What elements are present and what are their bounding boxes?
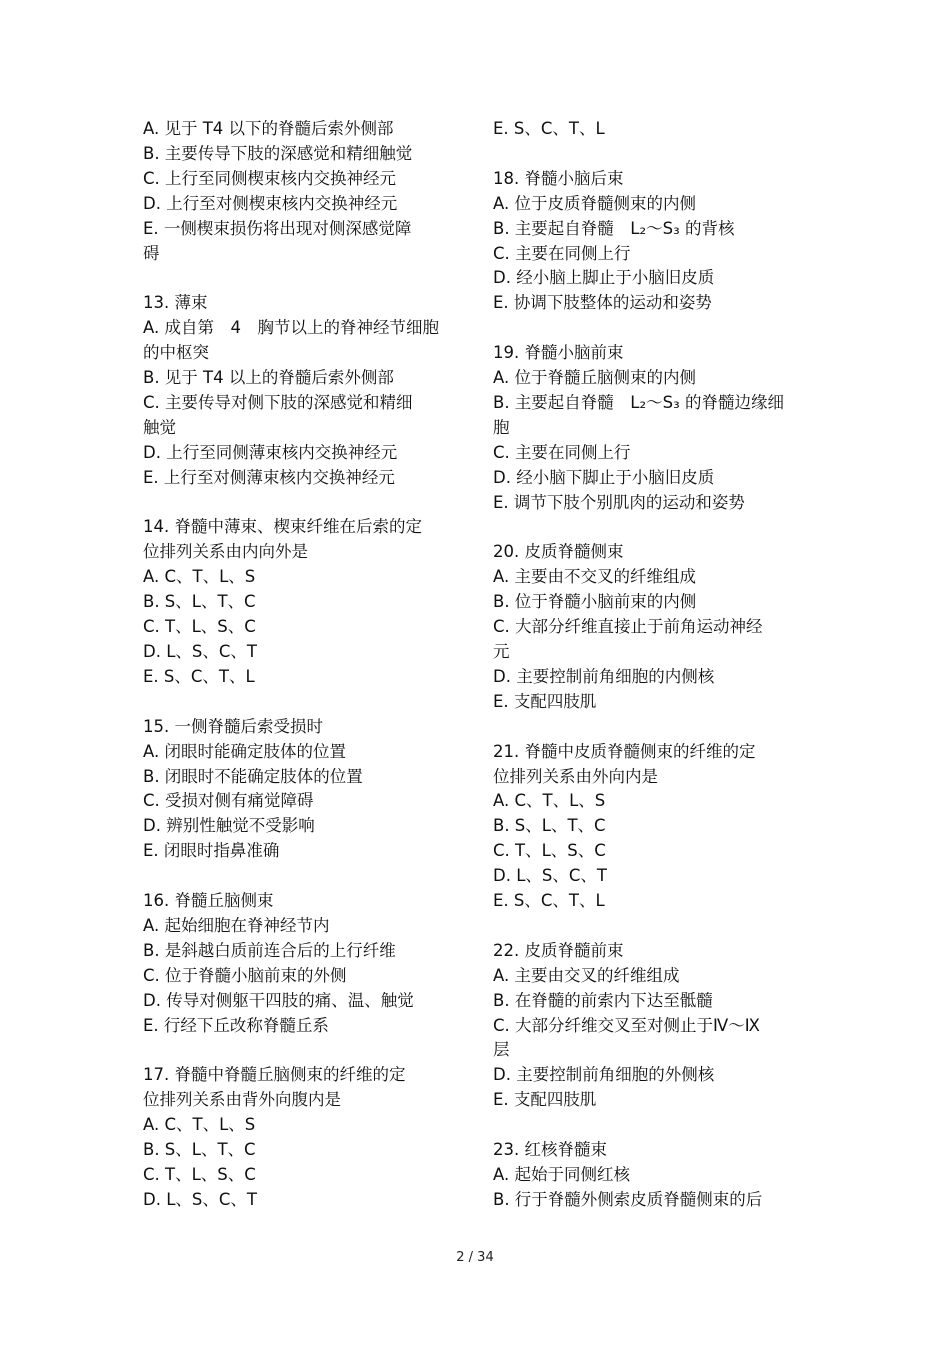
paragraph-gap [493,914,803,939]
text-line: 层 [493,1040,510,1060]
text-line: D. 传导对侧躯干四肢的痛、温、触觉 [143,990,414,1010]
text-line: E. 一侧楔束损伤将出现对侧深感觉障 [143,218,412,238]
text-line: 胞 [493,417,510,437]
text-line: E. 协调下肢整体的运动和姿势 [493,293,712,313]
text-line: B. 见于 T4 以上的脊髓后索外侧部 [143,368,394,388]
question-stem: 17. 脊髓中脊髓丘脑侧束的纤维的定 [143,1065,406,1085]
text-line: E. 行经下丘改称脊髓丘系 [143,1015,329,1035]
text-line: E. 支配四肢肌 [493,1090,597,1110]
right-column [493,117,803,1213]
text-line: 碍 [143,243,160,263]
text-line: E. 调节下肢个别肌肉的运动和姿势 [493,492,745,512]
text-line: A. C、T、L、S [493,791,606,811]
text-line: C. 位于脊髓小脑前束的外侧 [143,965,347,985]
paragraph-gap [143,1038,448,1063]
paragraph-gap [493,142,803,167]
text-line: E. 闭眼时指鼻准确 [143,841,280,861]
question-stem: 23. 红核脊髓束 [493,1140,607,1160]
paragraph-gap [493,515,803,540]
text-line: C. 主要在同侧上行 [493,442,631,462]
paragraph-gap [143,690,448,715]
text-line: B. S、L、T、C [143,1140,256,1160]
text-line: E. S、C、T、L [143,666,255,686]
text-line: 位排列关系由背外向腹内是 [143,1090,341,1110]
text-line: D. L、S、C、T [143,642,257,661]
text-line: 位排列关系由外向内是 [493,766,658,786]
question-stem: 22. 皮质脊髓前束 [493,940,624,960]
paragraph-gap [143,864,448,889]
text-line: A. 起始于同侧红核 [493,1164,630,1184]
paragraph-gap [493,1113,803,1138]
text-line: 的中枢突 [143,343,209,363]
text-line: D. 经小脑上脚止于小脑旧皮质 [493,268,715,288]
page-number: 2 / 34 [456,1250,494,1265]
text-line: D. 主要控制前角细胞的内侧核 [493,666,715,686]
text-line: C. 上行至同侧楔束核内交换神经元 [143,168,397,188]
text-line: D. L、S、C、T [143,1189,257,1209]
text-line: E. S、C、T、L [493,119,605,138]
left-column [143,117,448,1213]
text-line: B. 是斜越白质前连合后的上行纤维 [143,940,396,960]
text-line: A. 主要由交叉的纤维组成 [493,965,680,985]
text-line: C. 受损对侧有痛觉障碍 [143,791,314,811]
text-line: A. 起始细胞在脊神经节内 [143,915,330,935]
question-stem: 14. 脊髓中薄束、楔束纤维在后索的定 [143,517,422,537]
question-stem: 18. 脊髓小脑后束 [493,168,624,188]
question-stem: 16. 脊髓丘脑侧束 [143,891,274,911]
question-stem: 21. 脊髓中皮质脊髓侧束的纤维的定 [493,741,756,761]
text-line: A. 主要由不交叉的纤维组成 [493,567,696,587]
text-line: A. 闭眼时能确定肢体的位置 [143,741,346,761]
text-line: D. 经小脑下脚止于小脑旧皮质 [493,467,715,487]
text-line: E. 支配四肢肌 [493,691,597,711]
text-line: D. 主要控制前角细胞的外侧核 [493,1065,715,1085]
text-line: E. S、C、T、L [493,891,605,911]
text-line: D. 辨别性触觉不受影响 [143,816,315,836]
question-stem: 13. 薄束 [143,293,208,313]
text-line: A. 位于脊髓丘脑侧束的内侧 [493,368,696,388]
paragraph-gap [143,266,448,291]
question-stem: 20. 皮质脊髓侧束 [493,542,624,562]
text-line: D. 上行至同侧薄束核内交换神经元 [143,442,398,462]
text-line: C. 大部分纤维交叉至对侧止于Ⅳ～Ⅸ [493,1015,760,1035]
text-line: A. 位于皮质脊髓侧束的内侧 [493,193,696,213]
text-line: B. 主要传导下肢的深感觉和精细触觉 [143,143,413,163]
text-line: C. T、L、S、C [143,617,256,637]
text-line: C. 主要在同侧上行 [493,243,631,263]
text-line: C. T、L、S、C [493,841,606,861]
text-line: B. 主要起自脊髓 L₂～S₃ 的背核 [493,218,735,238]
text-line: 元 [493,641,510,661]
text-line: D. 上行至对侧楔束核内交换神经元 [143,193,398,213]
text-line: A. 成自第 4 胸节以上的脊神经节细胞 [143,318,439,338]
text-line: B. S、L、T、C [493,816,606,836]
text-line: 触觉 [143,417,176,437]
question-stem: 15. 一侧脊髓后索受损时 [143,716,323,736]
text-line: B. S、L、T、C [143,592,256,612]
text-line: B. 行于脊髓外侧索皮质脊髓侧束的后 [493,1189,763,1209]
paragraph-gap [493,715,803,740]
text-line: D. L、S、C、T [493,866,607,886]
text-line: C. T、L、S、C [143,1164,256,1184]
text-line: A. C、T、L、S [143,567,256,587]
paragraph-gap [493,316,803,341]
text-line: A. C、T、L、S [143,1115,256,1135]
question-stem: 19. 脊髓小脑前束 [493,343,624,363]
text-line: B. 位于脊髓小脑前束的内侧 [493,592,697,612]
text-line: E. 上行至对侧薄束核内交换神经元 [143,467,395,487]
text-line: C. 主要传导对侧下肢的深感觉和精细 [143,392,413,412]
text-line: B. 主要起自脊髓 L₂～S₃ 的脊髓边缘细 [493,392,784,412]
paragraph-gap [143,491,448,516]
text-line: 位排列关系由内向外是 [143,542,308,562]
text-line: A. 见于 T4 以下的脊髓后索外侧部 [143,119,394,138]
text-line: B. 闭眼时不能确定肢体的位置 [143,766,363,786]
text-line: C. 大部分纤维直接止于前角运动神经 [493,617,763,637]
text-line: B. 在脊髓的前索内下达至骶髓 [493,990,713,1010]
